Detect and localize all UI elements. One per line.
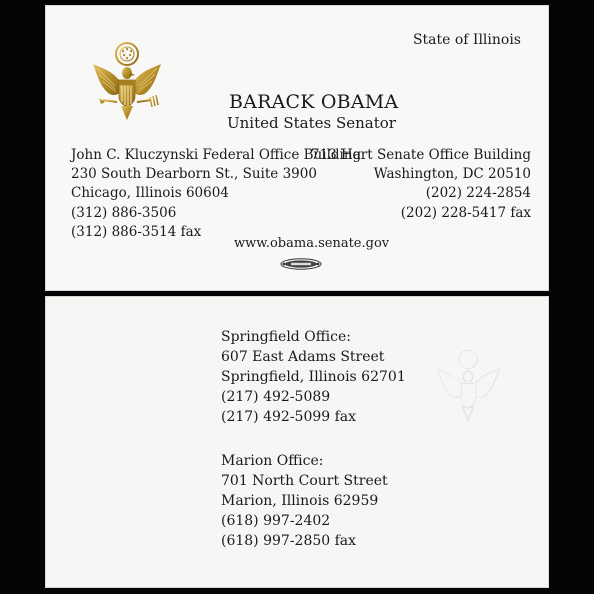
springfield-street: 607 East Adams Street bbox=[221, 349, 385, 365]
chicago-street: 230 South Dearborn St., Suite 3900 bbox=[71, 166, 317, 183]
union-label-icon bbox=[280, 258, 322, 270]
marion-office-address bbox=[221, 451, 388, 551]
business-card-front bbox=[45, 5, 549, 291]
chicago-fax: (312) 886-3514 fax bbox=[71, 223, 202, 240]
springfield-heading: Springfield Office: bbox=[221, 329, 351, 345]
marion-phone: (618) 997-2402 bbox=[221, 513, 331, 529]
blind-embossed-seal-icon bbox=[433, 346, 503, 424]
senator-title: United States Senator bbox=[227, 114, 396, 132]
springfield-phone: (217) 492-5089 bbox=[221, 389, 331, 405]
chicago-building: John C. Kluczynski Federal Office Building bbox=[71, 147, 362, 163]
springfield-office-address bbox=[221, 327, 406, 427]
dc-building: 713 Hart Senate Office Building bbox=[310, 147, 531, 163]
dc-city: Washington, DC 20510 bbox=[373, 166, 531, 183]
dc-office-address bbox=[311, 146, 531, 223]
springfield-fax: (217) 492-5099 fax bbox=[221, 409, 357, 425]
springfield-city: Springfield, Illinois 62701 bbox=[221, 369, 406, 385]
marion-street: 701 North Court Street bbox=[221, 473, 388, 489]
business-card-back bbox=[45, 296, 549, 588]
dc-phone: (202) 224-2854 bbox=[425, 185, 531, 202]
state-label: State of Illinois bbox=[412, 32, 521, 48]
marion-city: Marion, Illinois 62959 bbox=[221, 493, 379, 509]
great-seal-icon bbox=[89, 40, 165, 124]
marion-heading: Marion Office: bbox=[221, 453, 324, 469]
senator-name: BARACK OBAMA bbox=[229, 91, 399, 113]
dc-fax: (202) 228-5417 fax bbox=[400, 204, 531, 221]
chicago-city: Chicago, Illinois 60604 bbox=[71, 185, 229, 202]
chicago-phone: (312) 886-3506 bbox=[71, 204, 177, 221]
marion-fax: (618) 997-2850 fax bbox=[221, 533, 357, 549]
website-url: www.obama.senate.gov bbox=[234, 236, 390, 251]
